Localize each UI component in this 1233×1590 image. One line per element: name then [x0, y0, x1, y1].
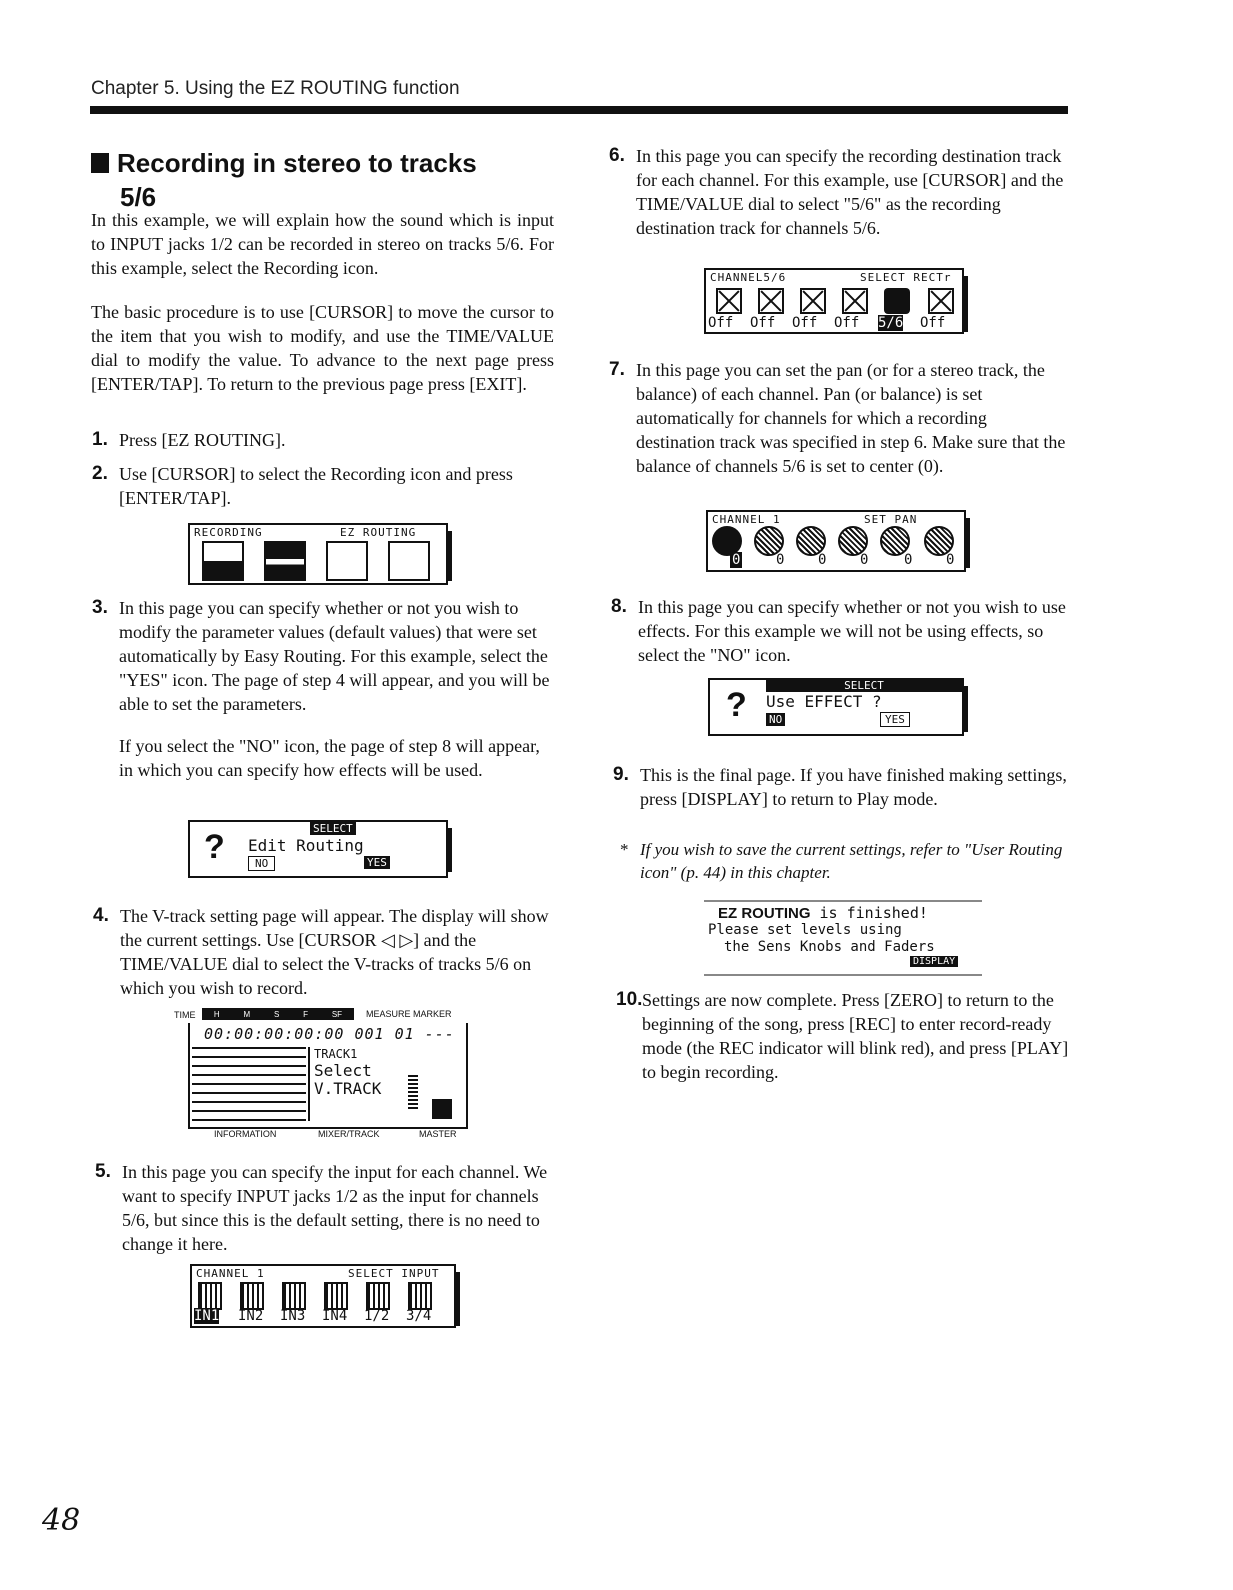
information-label: INFORMATION [214, 1129, 277, 1139]
finished-text: is finished! [819, 904, 928, 922]
input-label-3: IN3 [280, 1308, 306, 1324]
sens-knobs-line: the Sens Knobs and Faders [724, 939, 935, 955]
step-2 [92, 462, 555, 510]
edit-routing-text: Edit Routing [248, 836, 364, 855]
mixer-track-label: MIXER/TRACK [318, 1129, 380, 1139]
track-off-icon [716, 288, 742, 314]
question-icon: ? [204, 828, 225, 866]
lcd-header-right: SELECT RECTr [860, 271, 952, 284]
vtrack-text: V.TRACK [314, 1079, 382, 1098]
lcd-finished-screen [704, 900, 982, 976]
rectr-label-1: Off [708, 315, 734, 331]
square-bullet-icon [91, 153, 109, 173]
step-3 [92, 596, 557, 716]
step-text: Use [CURSOR] to select the Recording icon and press [ENTER/TAP]. [119, 464, 513, 508]
step-text: The V-track setting page will appear. The display will show the current settings. Use [CURSOR ◁ ▷] and the TIME/VALUE dial to select the V-tracks of tracks 5/6 on which you wish to record. [120, 906, 549, 998]
step-number: 1. [92, 429, 108, 450]
vtrack-lcd [188, 1023, 468, 1129]
step-4 [93, 904, 557, 1000]
no-button: NO [766, 713, 785, 726]
step-6 [609, 144, 1066, 240]
section-title-line1: Recording in stereo to tracks [117, 148, 477, 178]
step-number: 6. [609, 145, 625, 166]
lcd-header-left: RECORDING [194, 526, 263, 539]
lcd-select-rectr-screen [704, 268, 964, 334]
note-text: If you wish to save the current settings, refer to "User Routing icon" (p. 44) in this chapter. [640, 840, 1063, 882]
master-label: MASTER [419, 1129, 457, 1139]
step-text: This is the final page. If you have finished making settings, press [DISPLAY] to return to Play mode. [640, 765, 1067, 809]
step-9 [613, 763, 1070, 811]
input-label-5: 1/2 [364, 1308, 390, 1324]
lcd-header-left: CHANNEL 1 [196, 1267, 265, 1280]
time-label: TIME [174, 1010, 196, 1020]
lcd-routing-screen [188, 523, 448, 585]
lcd-select-input-screen [190, 1264, 456, 1328]
input-icon [240, 1282, 264, 1310]
step-7 [609, 358, 1066, 478]
track-off-icon [758, 288, 784, 314]
pan-value-4: 0 [860, 552, 869, 568]
set-levels-line: Please set levels using [708, 922, 902, 938]
pan-value-6: 0 [946, 552, 955, 568]
vtrack-grid [192, 1047, 306, 1121]
input-label-2: IN2 [238, 1308, 264, 1324]
bounce-icon [264, 541, 306, 581]
use-effect-text: Use EFFECT ? [766, 692, 882, 711]
lcd-header-left: CHANNEL5/6 [710, 271, 787, 284]
input-icon [324, 1282, 348, 1310]
note-asterisk: * [620, 840, 629, 859]
step-text: In this page you can specify whether or not you wish to modify the parameter values (default values) that were set automatically by Easy Routing. For this example, select the "YES" icon. The page of step 4 will appear, and you will be able to set the parameters. [119, 598, 550, 714]
yes-button: YES [364, 856, 390, 869]
input-icon [366, 1282, 390, 1310]
select-label: SELECT [766, 680, 962, 692]
header-rule [90, 106, 1068, 114]
input-icon [198, 1282, 222, 1310]
input-label-1: IN1 [194, 1308, 220, 1324]
mixdown-icon [326, 541, 368, 581]
save-settings-note [620, 838, 1070, 884]
lcd-header-right: SET PAN [864, 513, 918, 526]
select-text: Select [314, 1061, 372, 1080]
select-label: SELECT [310, 822, 356, 835]
no-button: NO [248, 856, 275, 871]
step-text: Press [EZ ROUTING]. [119, 430, 286, 450]
rectr-label-5: 5/6 [878, 315, 904, 331]
pan-value-1: 0 [732, 552, 741, 568]
step-text: In this page you can specify whether or not you wish to use effects. For this example we will not be using effects, so select the "NO" icon. [638, 597, 1066, 665]
step-number: 7. [609, 359, 625, 380]
lcd-header-right: SELECT INPUT [348, 1267, 440, 1280]
input-label-6: 3/4 [406, 1308, 432, 1324]
rectr-label-4: Off [834, 315, 860, 331]
step-number: 4. [93, 905, 109, 926]
recording-icon [202, 541, 244, 581]
vtrack-display [172, 1005, 470, 1145]
step-5 [95, 1160, 560, 1256]
time-counter: 00:00:00:00:00 001 01 --- [204, 1025, 455, 1043]
input-icon [282, 1282, 306, 1310]
input-label-4: IN4 [322, 1308, 348, 1324]
intro-paragraph-2: The basic procedure is to use [CURSOR] to move the cursor to the item that you wish to modify, and use the TIME/VALUE dial to modify the value. To advance to the next page press [ENTER/TAP]. To return to the previous page press [EXIT]. [91, 302, 554, 394]
track-off-icon [842, 288, 868, 314]
step-number: 9. [613, 764, 629, 785]
step-1 [92, 428, 555, 452]
step-text: Settings are now complete. Press [ZERO] to return to the beginning of the song, press [REC] to enter record-ready mode (the REC indicator will blink red), and press [PLAY] to begin recording. [642, 990, 1069, 1082]
rectr-label-3: Off [792, 315, 818, 331]
hmsf-bar: H M S F SF [202, 1008, 354, 1020]
step-number: 5. [95, 1161, 111, 1182]
pan-value-3: 0 [818, 552, 827, 568]
track-selected-icon [884, 288, 910, 314]
lcd-edit-routing-screen [188, 820, 448, 878]
step-number: 8. [611, 596, 627, 617]
question-icon: ? [726, 686, 747, 724]
vtrack-scroll-icon [408, 1075, 418, 1111]
intro-paragraph-1: In this example, we will explain how the sound which is input to INPUT jacks 1/2 can be recorded in stereo on tracks 5/6. For this example, select the Recording icon. [91, 210, 554, 278]
step-10 [616, 988, 1072, 1084]
track-off-icon [800, 288, 826, 314]
master-meter-icon [432, 1099, 452, 1119]
pan-value-5: 0 [904, 552, 913, 568]
page-number: 48 [42, 1503, 81, 1538]
section-title-line2: 5/6 [120, 182, 157, 212]
chapter-header: Chapter 5. Using the EZ ROUTING function [91, 78, 460, 99]
input-icon [408, 1282, 432, 1310]
ez-routing-label: EZ ROUTING [718, 905, 811, 922]
rectr-label-6: Off [920, 315, 946, 331]
yes-button: YES [880, 712, 910, 727]
step-3-note: If you select the "NO" icon, the page of step 8 will appear, in which you can specify how effects will be used. [119, 736, 540, 780]
step-number: 10. [616, 989, 643, 1010]
step-text: In this page you can set the pan (or for a stereo track, the balance) of each channel. Pan (or balance) is set automatically for channels for which a recording destination track was specified in step 6. Make sure that the balance of channels 5/6 is set to center (0). [636, 360, 1066, 476]
display-button: DISPLAY [910, 956, 958, 967]
track-label: TRACK1 [314, 1047, 358, 1061]
measure-marker-label: MEASURE MARKER [366, 1009, 452, 1019]
rectr-label-2: Off [750, 315, 776, 331]
lcd-header-right: EZ ROUTING [340, 526, 417, 539]
lcd-set-pan-screen [706, 510, 966, 572]
section-title [91, 146, 561, 214]
step-text: In this page you can specify the recording destination track for each channel. For this example, use [CURSOR] and the TIME/VALUE dial to select "5/6" as the recording destination track for channels 5/6. [636, 146, 1064, 238]
lcd-use-effect-screen [708, 678, 964, 736]
step-8 [611, 595, 1068, 667]
track-off-icon [928, 288, 954, 314]
step-number: 2. [92, 463, 108, 484]
step-number: 3. [92, 597, 108, 618]
user-routing-icon [388, 541, 430, 581]
step-text: In this page you can specify the input for each channel. We want to specify INPUT jacks 1/2 as the input for channels 5/6, but since this is the default setting, there is no need to change it here. [122, 1162, 548, 1254]
lcd-header-left: CHANNEL 1 [712, 513, 781, 526]
pan-value-2: 0 [776, 552, 785, 568]
